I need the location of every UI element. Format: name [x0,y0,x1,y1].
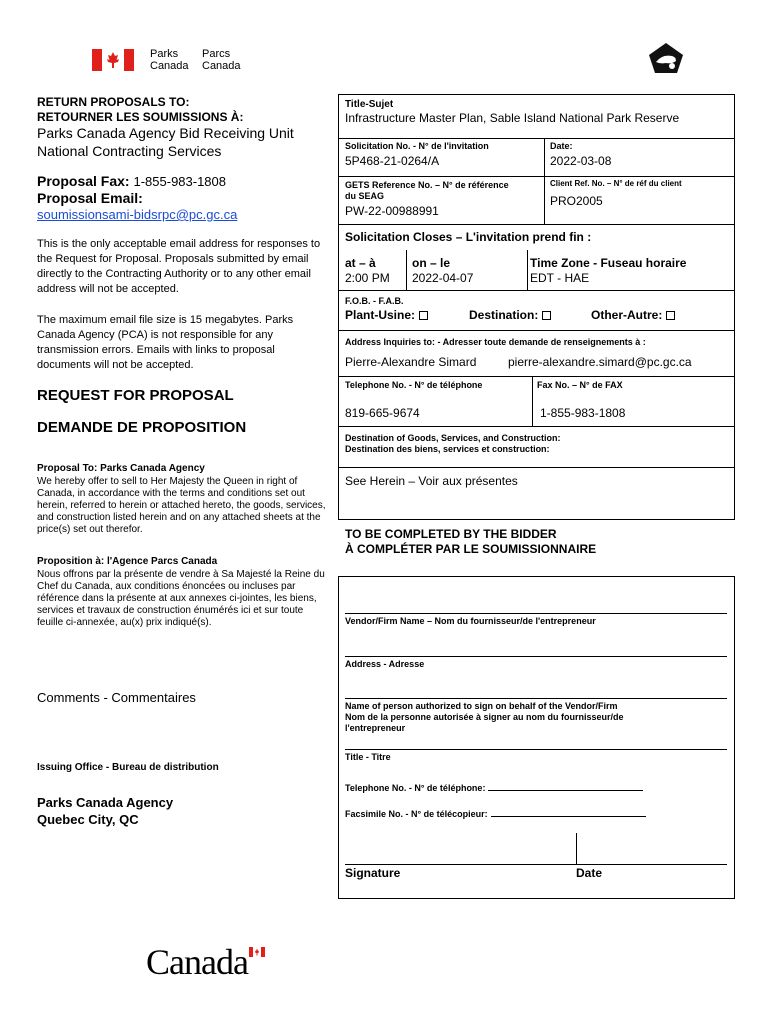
solicitation-closes-label: Solicitation Closes – L'invitation prend fin : [345,230,592,244]
proposal-fax: Proposal Fax: 1-855-983-1808 [37,173,227,189]
title-field-label: Title - Titre [345,752,391,762]
bid-receiving-unit: Parks Canada Agency Bid Receiving Unit National Contracting Services [37,125,294,159]
fob-destination-option[interactable]: Destination: [469,308,551,323]
canada-flag-icon [92,49,134,71]
signature-label: Signature [345,866,401,880]
inquiries-label: Address Inquiries to: - Adresser toute demande de renseignements à : [345,337,646,347]
address-label: Address - Adresse [345,659,425,669]
dept-name-en: Parks Canada [150,48,189,72]
contact-email[interactable]: pierre-alexandre.simard@pc.gc.ca [508,355,692,369]
file-size-note: The maximum email file size is 15 megabytes. Parks Canada Agency (PCA) is not responsible for any transmission errors. Emails with links to proposal documents will not be accepted. [37,314,294,371]
beaver-logo-icon [648,42,684,74]
destination-checkbox[interactable] [542,311,551,320]
email-acceptance-note: This is the only acceptable email address for responses to the Request for Proposal. Proposals submitted by email directly to the Contracting Authority or to any other email address will not be accepted. [37,238,321,295]
proposal-to-heading: Proposal To: Parks Canada Agency [37,463,205,474]
phone-label: Telephone No. - N° de téléphone [345,380,483,390]
parks-canada-signature [92,46,252,76]
closing-date-cell: on – le 2022-04-07 [412,256,474,285]
wordmark-flag-icon [249,947,265,957]
closing-time-cell: at – à 2:00 PM [345,256,390,285]
fob-plant-option[interactable]: Plant-Usine: [345,308,428,323]
fob-other-option[interactable]: Other-Autre: [591,308,675,323]
proposal-email-label: Proposal Email: [37,190,143,206]
issuing-office-name: Parks Canada Agency Quebec City, QC [37,795,174,827]
signature-date-label: Date [576,866,603,880]
destination-value: See Herein – Voir aux présentes [345,474,518,488]
fax-value: 1-855-983-1808 [540,406,626,420]
issuing-office-label: Issuing Office - Bureau de distribution [37,762,219,773]
title-line[interactable] [345,749,727,750]
vendor-name-label: Vendor/Firm Name – Nom du fournisseur/de l'entrepreneur [345,616,596,626]
authorized-name-label: Name of person authorized to sign on behalf of the Vendor/Firm Nom de la personne autorisée à signer au nom du fournisseur/de l'entrepreneur [345,701,624,733]
gets-reference-cell: GETS Reference No. – N° de référence du SEAG PW-22-00988991 [345,180,509,218]
title-cell: Title-Sujet Infrastructure Master Plan, Sable Island National Park Reserve [345,99,680,125]
client-ref-cell: Client Ref. No. – N° de réf du client PRO2005 [550,179,682,208]
solicitation-cell: Solicitation No. - N° de l'invitation 5P468-21-0264/A [345,141,489,168]
plant-checkbox[interactable] [419,311,428,320]
rfp-title-fr: DEMANDE DE PROPOSITION [37,419,247,436]
rfp-title-en: REQUEST FOR PROPOSAL [37,387,234,404]
authorized-name-line[interactable] [345,698,727,699]
address-line[interactable] [345,656,727,657]
fax-label: Fax No. – N° de FAX [537,380,623,390]
date-cell: Date: 2022-03-08 [550,141,612,168]
vendor-name-line[interactable] [345,613,727,614]
facsimile-field[interactable]: Facsimile No. - N° de télécopieur: [345,807,646,820]
proposition-heading: Proposition à: l'Agence Parcs Canada [37,556,218,567]
contact-name: Pierre-Alexandre Simard [345,355,477,369]
dept-name-fr: Parcs Canada [202,48,241,72]
time-zone-cell: Time Zone - Fuseau horaire EDT - HAE [530,256,687,285]
phone-value: 819-665-9674 [345,406,420,420]
proposal-email-link[interactable]: soumissionsami-bidsrpc@pc.gc.ca [37,207,238,222]
fob-label: F.O.B. - F.A.B. [345,296,404,306]
signature-line[interactable] [345,864,727,865]
telephone-field[interactable]: Telephone No. - N° de téléphone: [345,781,643,794]
canada-wordmark: Canada [146,942,248,982]
proposition-body: Nous offrons par la présente de vendre à Sa Majesté la Reine du Chef du Canada, aux conditions énoncées ou incluses par référence dans la présente at aux annexes ci-jointes, les biens, services et travaux de construction énumérés ici et sur toute feuille ci-annexée, au(x) prix indiqué(s). [37,569,325,628]
other-checkbox[interactable] [666,311,675,320]
return-proposals-heading: RETURN PROPOSALS TO: RETOURNER LES SOUMISSIONS À: [37,95,244,124]
destination-goods-label: Destination of Goods, Services, and Construction: Destination des biens, services et construction: [345,433,561,454]
proposal-to-body: We hereby offer to sell to Her Majesty the Queen in right of Canada, in accordance with the terms and conditions set out herein, referred to herein or attached hereto, the goods, services, and construction listed herein and on any attached sheets at the price(s) set out therefor. [37,476,326,535]
bidder-section-heading: TO BE COMPLETED BY THE BIDDER À COMPLÉTER PAR LE SOUMISSIONNAIRE [345,527,597,556]
comments-label: Comments - Commentaires [37,690,196,705]
